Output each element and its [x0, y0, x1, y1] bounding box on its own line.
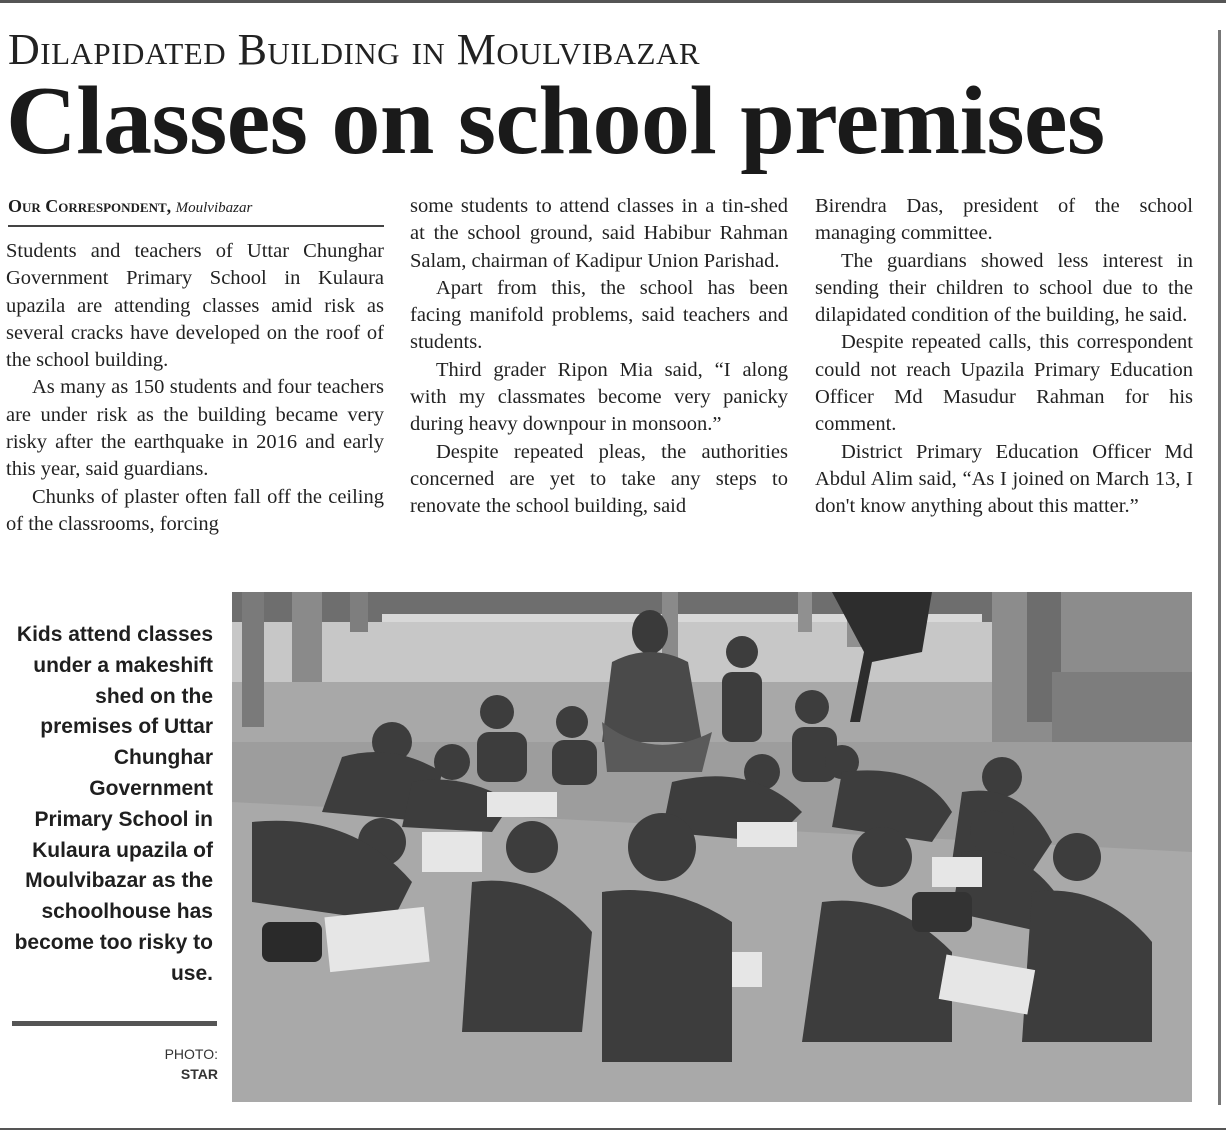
article-column-2 [410, 193, 788, 521]
photo-caption: Kids attend classes under a makeshift shed on the premises of Uttar Chunghar Government Primary School in Kulaura upazila of Moulvibazar as the schoolhouse has become too risky to use. [14, 623, 213, 985]
paragraph: District Primary Education Officer Md Abdul Alim said, “As I joined on March 13, I don't know anything about this matter.” [815, 440, 1193, 518]
article-column-3 [815, 193, 1193, 521]
paragraph: Despite repeated pleas, the authorities concerned are yet to take any steps to renovate the school building, said [410, 440, 788, 518]
paragraph: some students to attend classes in a tin-shed at the school ground, said Habibur Rahman Salam, chairman of Kadipur Union Parishad. [410, 195, 788, 272]
byline-location: Moulvibazar [175, 200, 253, 216]
paragraph: Apart from this, the school has been facing manifold problems, said teachers and students. [410, 276, 788, 354]
byline-author: Our Correspondent, [8, 196, 172, 216]
article-headline: Classes on school premises [6, 67, 1105, 175]
byline [8, 196, 384, 227]
paragraph: Chunks of plaster often fall off the ceiling of the classrooms, forcing [6, 485, 384, 535]
top-rule [0, 0, 1226, 3]
paragraph: Despite repeated calls, this correspondent could not reach Upazila Primary Education Officer Md Masudur Rahman for his comment. [815, 331, 1193, 436]
paragraph: Students and teachers of Uttar Chunghar Government Primary School in Kulaura upazila are attending classes amid risk as several cracks have developed on the roof of the school building. [6, 240, 384, 372]
right-column-rule [1218, 30, 1221, 1105]
news-photo [232, 592, 1192, 1102]
paragraph: The guardians showed less interest in sending their children to school due to the dilapidated condition of the building, he said. [815, 249, 1193, 327]
article-column-1 [6, 238, 384, 538]
paragraph: Birendra Das, president of the school managing committee. [815, 195, 1193, 245]
photo-credit [130, 1044, 218, 1084]
paragraph: As many as 150 students and four teachers are under risk as the building became very risky after the earthquake in 2016 and early this year, said guardians. [6, 376, 384, 481]
caption-rule [12, 1021, 217, 1026]
paragraph: Third grader Ripon Mia said, “I along with my classmates become very panicky during heavy downpour in monsoon.” [410, 358, 788, 436]
photo-credit-label: PHOTO: [164, 1046, 218, 1062]
bottom-rule [0, 1128, 1226, 1130]
article-kicker: Dilapidated Building in Moulvibazar [8, 25, 701, 74]
classroom-photo-illustration [232, 592, 1192, 1102]
photo-credit-source: STAR [180, 1066, 218, 1082]
